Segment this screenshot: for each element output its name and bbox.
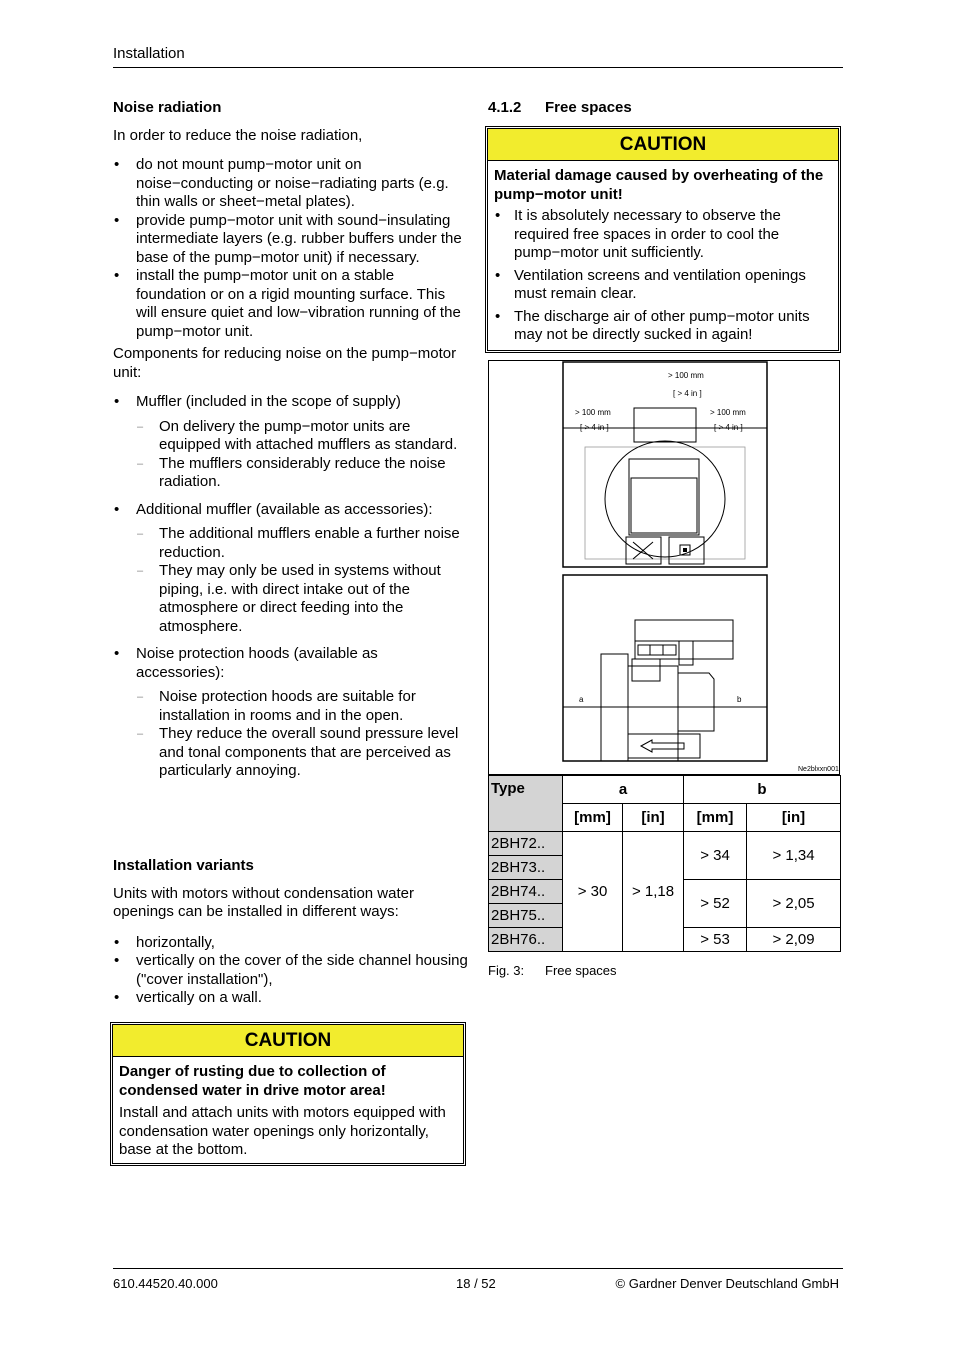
- component-label: Muffler (included in the scope of supply): [136, 393, 401, 410]
- caution-list: [494, 207, 832, 345]
- figure-drawing: [489, 361, 839, 774]
- sub-item: – The additional mufflers enable a further noise reduction.: [136, 525, 468, 562]
- th-b: b: [684, 776, 841, 804]
- type-cell: 2BH76..: [489, 928, 563, 952]
- list-item: [113, 501, 468, 637]
- list-item: • vertically on a wall.: [113, 989, 468, 1008]
- sub-list: [136, 688, 468, 781]
- list-item: • It is absolutely necessary to observe the required free spaces in order to cool the pump−motor unit sufficiently.: [494, 207, 832, 263]
- caution-bold: Material damage caused by overheating of the pump−motor unit!: [494, 167, 824, 203]
- section-heading: [488, 99, 632, 117]
- th-a-mm: [mm]: [563, 804, 623, 832]
- dim-right-mm: > 100 mm: [710, 408, 746, 417]
- b-mm-cell: > 34: [684, 832, 747, 880]
- dim-top-in: [ > 4 in ]: [673, 389, 702, 398]
- doc-number: 610.44520.40.000: [113, 1276, 218, 1291]
- list-item: [113, 393, 468, 492]
- caution-box-rust: [110, 1022, 466, 1166]
- b-in-cell: > 1,34: [747, 832, 841, 880]
- caution-title: CAUTION: [113, 1025, 463, 1057]
- figure-caption: [488, 963, 617, 978]
- section-number: 4.1.2: [488, 99, 522, 116]
- th-b-mm: [mm]: [684, 804, 747, 832]
- a-in-cell: > 1,18: [623, 832, 684, 952]
- b-in-cell: > 2,09: [747, 928, 841, 952]
- th-a-in: [in]: [623, 804, 684, 832]
- variants-heading: Installation variants: [113, 857, 254, 874]
- sub-item: – They reduce the overall sound pressure level and tonal components that are perceived as particularly annoying.: [136, 725, 468, 781]
- b-mm-cell: > 52: [684, 880, 747, 928]
- sub-list: [136, 418, 468, 492]
- left-column: [113, 99, 468, 781]
- variants-list: [113, 934, 468, 1008]
- dim-left-in: [ > 4 in ]: [580, 423, 609, 432]
- dim-top-mm: > 100 mm: [668, 371, 704, 380]
- footer-rule: [113, 1268, 843, 1269]
- caution-body: [113, 1057, 463, 1164]
- free-spaces-table: [488, 775, 841, 952]
- sub-item: – The mufflers considerably reduce the noise radiation.: [136, 455, 468, 492]
- th-b-in: [in]: [747, 804, 841, 832]
- th-type: Type: [489, 776, 563, 832]
- running-header: Installation: [113, 45, 185, 62]
- caution-body: [488, 161, 838, 353]
- copyright: © Gardner Denver Deutschland GmbH: [615, 1276, 839, 1291]
- type-cell: 2BH75..: [489, 904, 563, 928]
- b-mm-cell: > 53: [684, 928, 747, 952]
- component-label: Noise protection hoods (available as accessories):: [136, 645, 378, 681]
- caution-title: CAUTION: [488, 129, 838, 161]
- list-item: [113, 645, 468, 781]
- caption-text: Free spaces: [545, 963, 617, 978]
- list-item: • vertically on the cover of the side channel housing ("cover installation"),: [113, 952, 468, 989]
- header-rule: [113, 67, 843, 68]
- components-list: [113, 393, 468, 781]
- list-item: • provide pump−motor unit with sound−insulating intermediate layers (e.g. rubber buffers under the base of the pump−motor unit) if necessary.: [113, 212, 468, 268]
- list-item: • do not mount pump−motor unit on noise−conducting or noise−radiating parts (e.g. thin walls or sheet−metal plates).: [113, 156, 468, 212]
- section-title: Free spaces: [545, 99, 632, 116]
- sub-item: – On delivery the pump−motor units are equipped with attached mufflers as standard.: [136, 418, 468, 455]
- dim-left-mm: > 100 mm: [575, 408, 611, 417]
- label-a: a: [579, 695, 584, 704]
- components-intro: Components for reducing noise on the pump−motor unit:: [113, 345, 457, 381]
- list-item: • The discharge air of other pump−motor units may not be directly sucked in again!: [494, 308, 832, 345]
- label-b: b: [737, 695, 742, 704]
- a-mm-cell: > 30: [563, 832, 623, 952]
- noise-list: [113, 156, 468, 341]
- list-item: • install the pump−motor unit on a stable foundation or on a rigid mounting surface. This will ensure quiet and low−vibration running of the pump−motor unit.: [113, 267, 468, 341]
- list-item: • Ventilation screens and ventilation openings must remain clear.: [494, 267, 832, 304]
- variants-intro: Units with motors without condensation water openings can be installed in different ways:: [113, 884, 414, 920]
- type-cell: 2BH74..: [489, 880, 563, 904]
- th-a: a: [563, 776, 684, 804]
- sub-list: [136, 525, 468, 636]
- caution-text: Install and attach units with motors equipped with condensation water openings only horizontally, base at the bottom.: [119, 1104, 446, 1158]
- sub-item: – Noise protection hoods are suitable for installation in rooms and in the open.: [136, 688, 468, 725]
- caption-number: Fig. 3:: [488, 963, 525, 978]
- free-spaces-figure: [488, 360, 840, 775]
- caution-box-overheat: [485, 126, 841, 353]
- type-cell: 2BH72..: [489, 832, 563, 856]
- dim-right-in: [ > 4 in ]: [714, 423, 743, 432]
- noise-heading: Noise radiation: [113, 99, 222, 116]
- b-in-cell: > 2,05: [747, 880, 841, 928]
- figure-code: Ne2blxxn001: [798, 766, 839, 773]
- type-cell: 2BH73..: [489, 856, 563, 880]
- variants-section: [113, 857, 468, 1008]
- list-item: • horizontally,: [113, 934, 468, 953]
- component-label: Additional muffler (available as accessories):: [136, 500, 433, 518]
- caution-bold: Danger of rusting due to collection of condensed water in drive motor area!: [119, 1063, 386, 1099]
- page-number: 18 / 52: [456, 1276, 496, 1291]
- noise-intro: In order to reduce the noise radiation,: [113, 126, 363, 144]
- sub-item: – They may only be used in systems without piping, i.e. with direct intake out of the atmosphere or direct feeding into the atmosphere.: [136, 562, 468, 636]
